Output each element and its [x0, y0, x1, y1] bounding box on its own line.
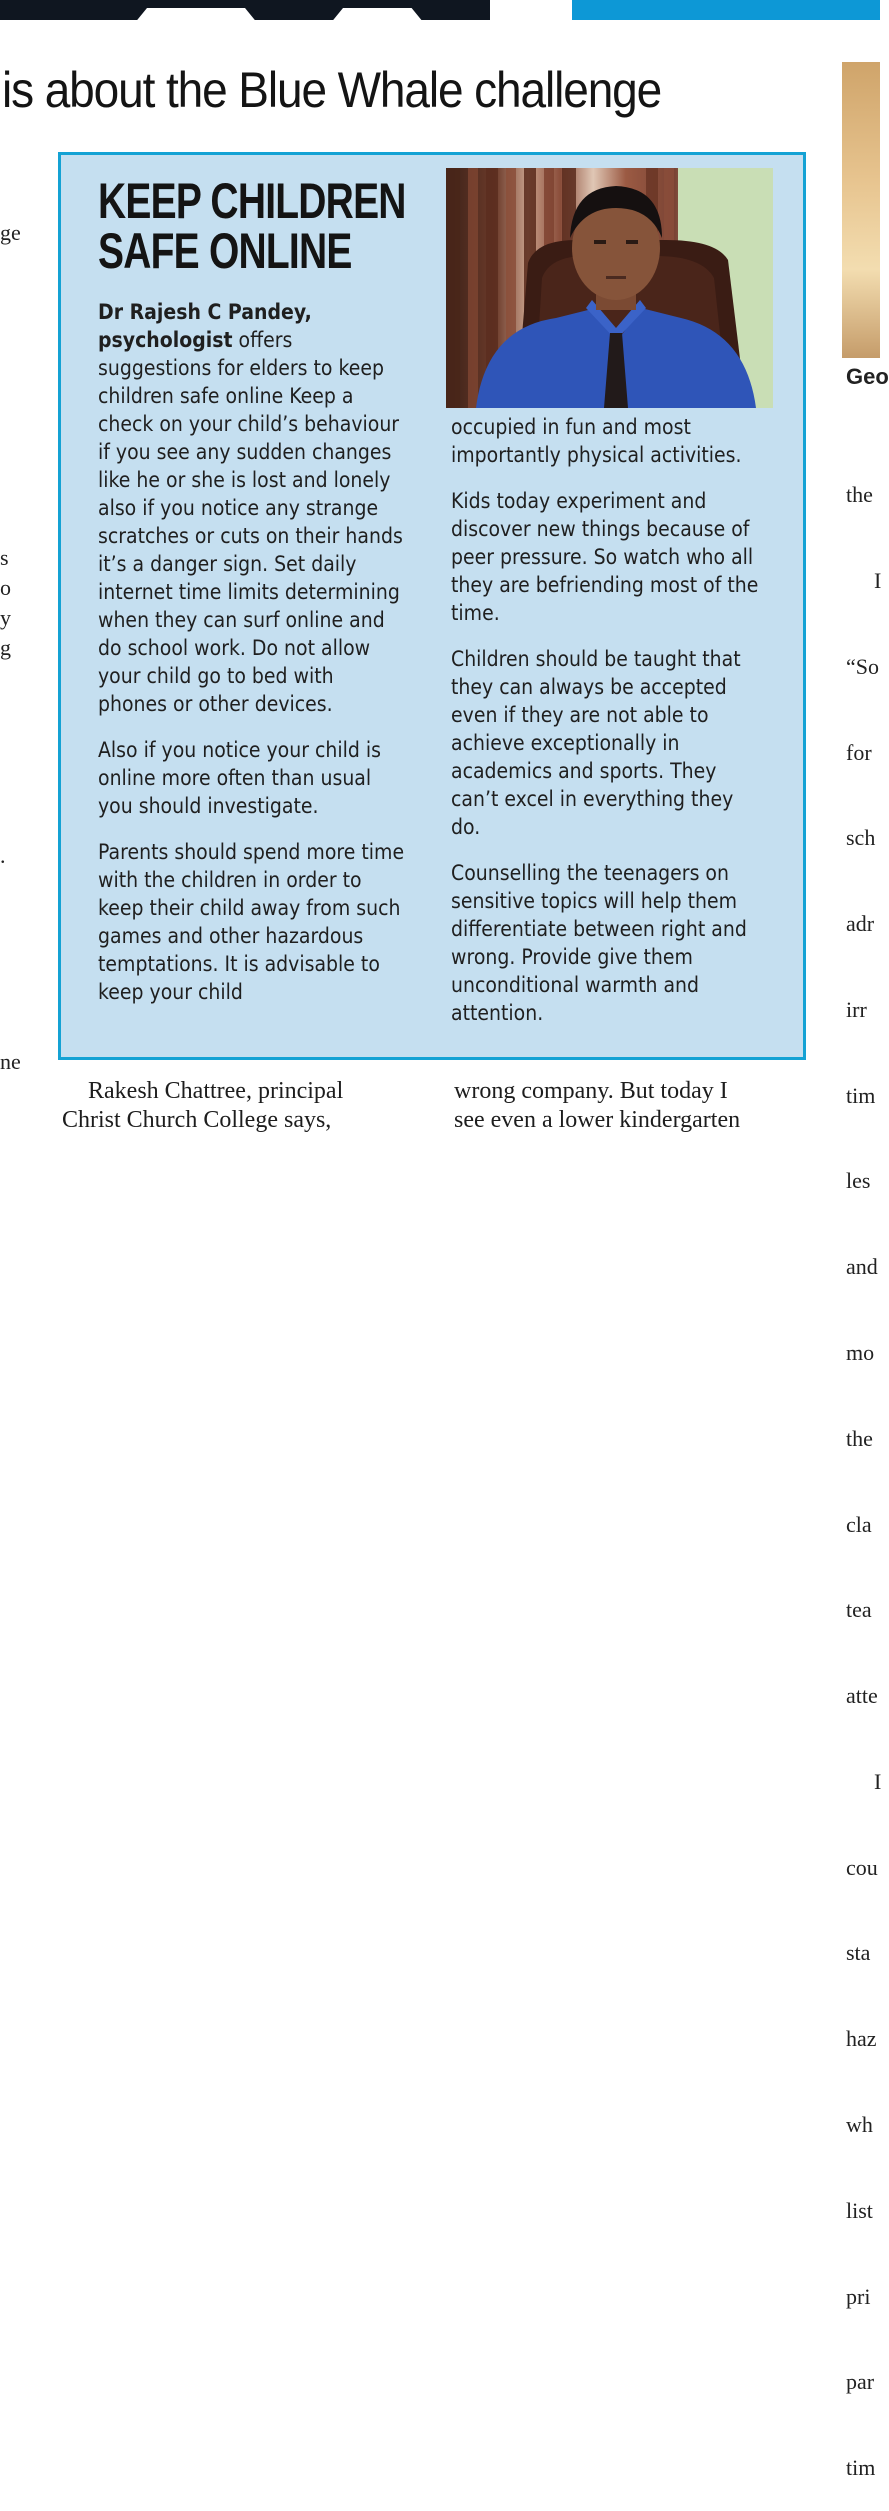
- left-column-fragment: g: [0, 635, 11, 660]
- masthead-blue-block: [572, 0, 880, 20]
- left-column-fragment: ne: [0, 1049, 21, 1074]
- page-headline: is about the Blue Whale challenge: [2, 62, 662, 118]
- right-column-line: tea: [846, 1597, 872, 1623]
- article-line: wrong company. But today I: [454, 1078, 728, 1104]
- sidebar-paragraph-text: offers suggestions for elders to keep children safe online Keep a check on your child’s behaviour if you see any sudden changes like he or she is lost and lonely also if you notice any strange scratches or cuts on their hands it’s a danger sign. Set daily internet time limits determining when they can surf online and do school work. Do not allow your child go to bed with phones or other devices.: [98, 328, 403, 716]
- left-column-fragment: .: [0, 843, 6, 868]
- right-column-line: cou: [846, 1854, 878, 1880]
- right-column-line: and: [846, 1254, 878, 1280]
- masthead-dark-block: [0, 0, 490, 20]
- right-column-line: I: [874, 567, 882, 593]
- psychologist-photo: [446, 168, 773, 408]
- left-column-fragment: o: [0, 575, 11, 600]
- sidebar-title-line: KEEP CHILDREN: [98, 173, 406, 229]
- right-column-line: the: [846, 1425, 873, 1451]
- right-column-line: par: [846, 2369, 875, 2395]
- right-column-line: tim: [846, 1082, 876, 1108]
- sidebar-title-line: SAFE ONLINE: [98, 223, 352, 279]
- right-column-line: wh: [846, 2112, 873, 2138]
- right-column-line: atte: [846, 1683, 878, 1709]
- article-line: see even a lower kindergarten: [454, 1107, 741, 1133]
- right-column-line: the: [846, 482, 873, 508]
- sidebar-paragraph: Counselling the teenagers on sensitive topics will help them differentiate between right and wrong. Provide give them unconditional warmth and attention.: [451, 861, 747, 1025]
- right-column-line: sch: [846, 825, 876, 851]
- sidebar-paragraph: Children should be taught that they can always be accepted even if they are not able to achieve exceptionally in academics and sports. They can’t excel in everything they do.: [451, 647, 741, 839]
- left-column-fragment: s: [0, 545, 9, 570]
- sidebar-title: [98, 173, 406, 279]
- right-column-line: sta: [846, 1940, 871, 1966]
- article-text-right: [454, 1077, 740, 1135]
- sidebar-byline: Dr Rajesh C Pandey, psychologist: [98, 300, 312, 352]
- right-column-line: mo: [846, 1340, 875, 1365]
- sidebar-paragraph: Kids today experiment and discover new things because of peer pressure. So watch who all they are befriending most of the time.: [451, 489, 759, 625]
- article-line: Rakesh Chattree, principal: [88, 1078, 344, 1104]
- right-column-line: tim: [846, 2455, 876, 2481]
- right-column-line: “So: [846, 653, 879, 679]
- article-line: Christ Church College says,: [62, 1107, 332, 1133]
- sidebar-paragraph: occupied in fun and most importantly physical activities.: [451, 415, 742, 467]
- right-column-line: adr: [846, 911, 875, 937]
- right-column-line: cla: [846, 1511, 872, 1537]
- sidebar-paragraph: Also if you notice your child is online more often than usual you should investigate.: [98, 738, 381, 818]
- right-column-line: haz: [846, 2026, 877, 2052]
- sidebar-left-column: [98, 298, 408, 1024]
- portrait-illustration: [446, 168, 773, 408]
- photo-caption-fragment: Geo: [846, 364, 889, 389]
- right-column-line: I: [874, 1768, 882, 1794]
- sidebar-paragraph: [98, 298, 408, 718]
- sidebar-paragraph: Parents should spend more time with the children in order to keep their child away from such games and other hazardous temptations. It is advisable to keep your child: [98, 840, 405, 1004]
- article-text-left: [62, 1077, 343, 1135]
- right-column-line: pri: [846, 2283, 871, 2309]
- right-column-line: for: [846, 739, 872, 765]
- left-column-fragment: y: [0, 605, 11, 630]
- right-column-fragment: [846, 424, 881, 2511]
- sidebar-right-column: [451, 413, 764, 1045]
- left-column-fragment: ge: [0, 220, 21, 245]
- adjacent-photo-fragment: [842, 62, 880, 358]
- right-column-line: irr: [846, 996, 867, 1022]
- right-column-line: les: [846, 1168, 871, 1194]
- right-column-line: list: [846, 2197, 873, 2223]
